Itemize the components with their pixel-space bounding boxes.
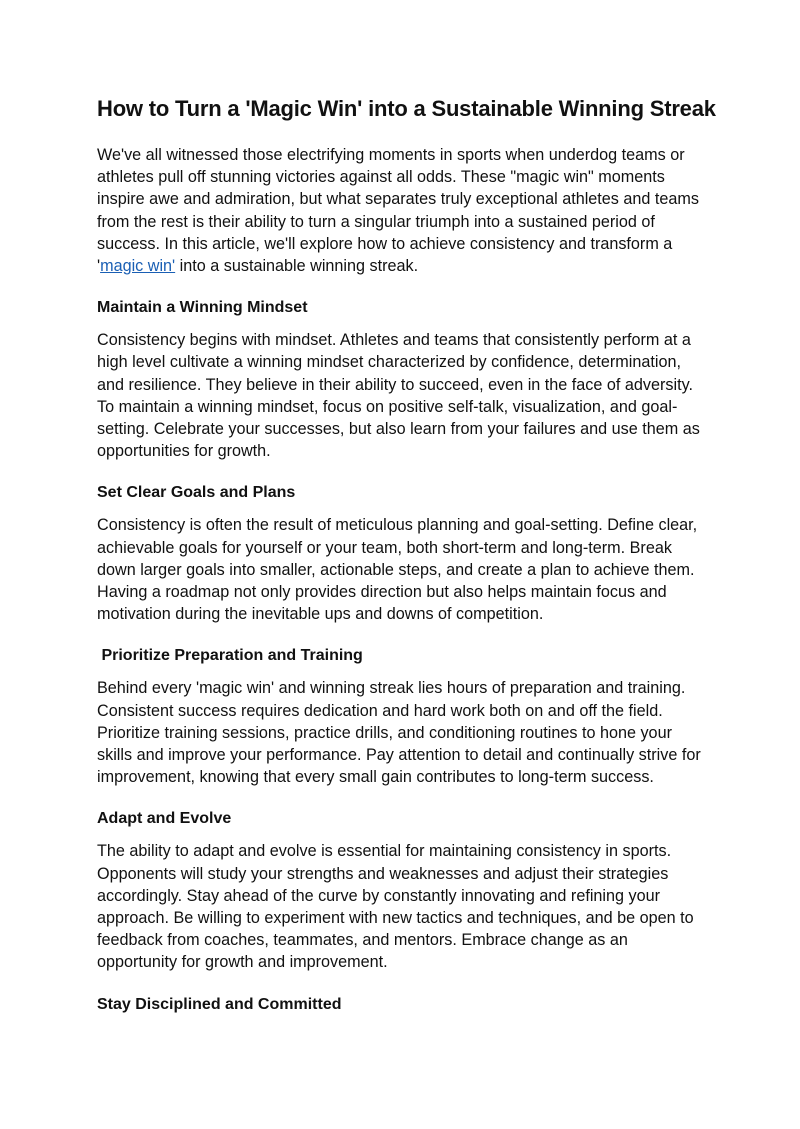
intro-paragraph [97,144,709,277]
section-preparation-training [97,645,709,788]
section-body: Consistency begins with mindset. Athletes and teams that consistently perform at a high level cultivate a winning mindset characterized by confidence, determination, and resilience. They believe in their ability to succeed, even in the face of adversity. To maintain a winning mindset, focus on positive self-talk, visualization, and goal-setting. Celebrate your successes, but also learn from your failures and use them as opportunities for growth. [97,331,700,461]
section-disciplined-committed [97,994,709,1016]
intro-text-before-link: We've all witnessed those electrifying moments in sports when underdog teams or athletes pull off stunning victories against all odds. These "magic win" moments inspire awe and admiration, but what separates truly exceptional athletes and teams from the rest is their ability to turn a singular triumph into a sustained period of success. In this article, we'll explore how to achieve consistency and transform a ' [97,146,699,276]
magic-win-link[interactable]: magic win' [100,257,176,276]
section-body: The ability to adapt and evolve is essential for maintaining consistency in sports. Opponents will study your strengths and weaknesses and adjust their strategies accordingly. Stay ahead of the curve by constantly innovating and refining your approach. Be willing to experiment with new tactics and techniques, and be open to feedback from coaches, teammates, and mentors. Embrace change as an opportunity for growth and improvement. [97,842,694,972]
section-clear-goals [97,482,709,625]
section-heading: Set Clear Goals and Plans [97,484,296,502]
section-body: Consistency is often the result of meticulous planning and goal-setting. Define clear, achievable goals for yourself or your team, both short-term and long-term. Break down larger goals into smaller, actionable steps, and create a plan to achieve them. Having a roadmap not only provides direction but also helps maintain focus and motivation during the inevitable ups and downs of competition. [97,516,698,624]
section-adapt-evolve [97,808,709,973]
document-page [97,94,716,1036]
section-heading: Stay Disciplined and Committed [97,995,342,1013]
section-heading: Adapt and Evolve [97,810,232,828]
section-heading: Maintain a Winning Mindset [97,299,308,317]
section-winning-mindset [97,297,709,462]
section-body: Behind every 'magic win' and winning streak lies hours of preparation and training. Consistent success requires dedication and hard work both on and off the field. Prioritize training sessions, practice drills, and conditioning routines to hone your skills and improve your performance. Pay attention to detail and continually strive for improvement, knowing that every small gain contributes to long-term success. [97,679,701,787]
section-heading: Prioritize Preparation and Training [97,647,363,665]
intro-text-after-link: into a sustainable winning streak. [175,257,419,276]
article-title: How to Turn a 'Magic Win' into a Sustainable Winning Streak [97,96,716,121]
